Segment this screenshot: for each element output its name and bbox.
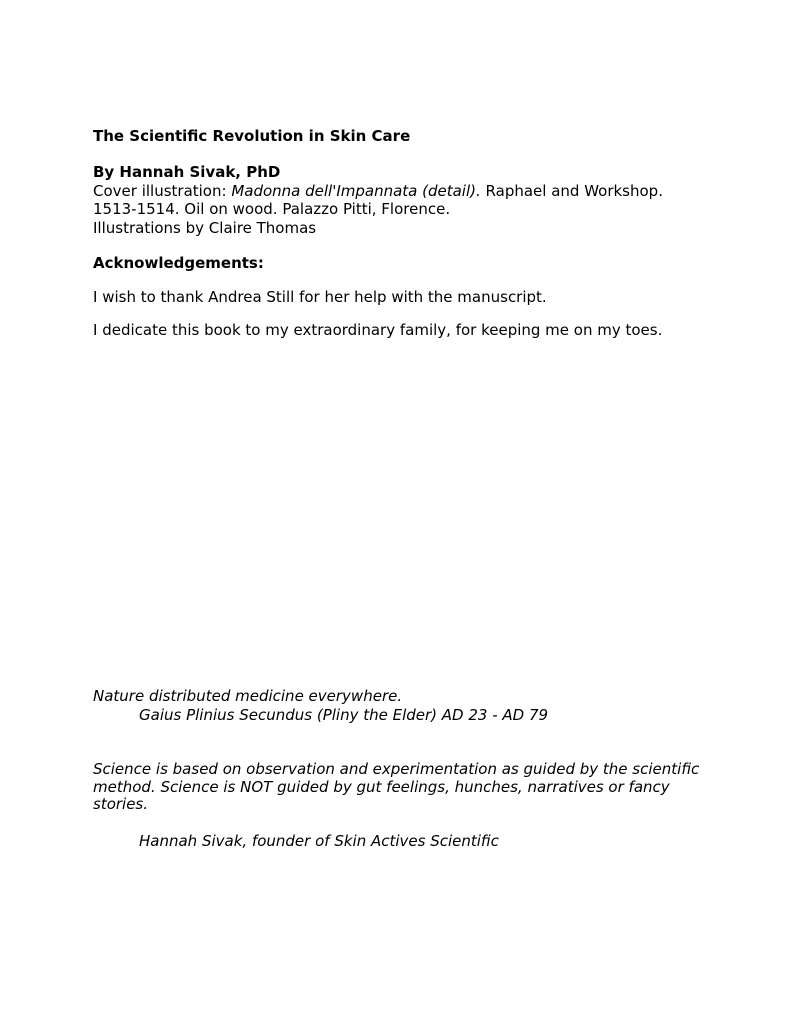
cover-illustration-line [93,182,708,201]
quote-sivak-attribution: Hannah Sivak, founder of Skin Actives Scientific [139,832,499,850]
dedication-text: I dedicate this book to my extraordinary family, for keeping me on my toes. [93,321,663,339]
byline: By Hannah Sivak, PhD [93,163,281,181]
cover-details-line: 1513-1514. Oil on wood. Palazzo Pitti, Florence. [93,200,451,218]
acknowledgements-heading: Acknowledgements: [93,254,264,272]
quote-pliny-block [93,687,708,725]
book-title: The Scientific Revolution in Skin Care [93,127,411,145]
cover-illustration-artist: Raphael and Workshop. [480,181,663,200]
quote-sivak-text: Science is based on observation and experimentation as guided by the scientific method. Science is NOT guided by gut feelings, hunches, narratives or fancy stories. [93,760,700,813]
quote-pliny-text: Nature distributed medicine everywhere. [93,687,403,705]
illustrations-credit: Illustrations by Claire Thomas [93,218,317,237]
front-matter-block [93,163,708,237]
acknowledgement-text: I wish to thank Andrea Still for her help with the manuscript. [93,288,547,306]
cover-illustration-prefix: Cover illustration: [93,181,232,200]
cover-illustration-artwork-title: Madonna dell'Impannata (detail). [231,181,481,200]
quote-pliny-attribution: Gaius Plinius Secundus (Pliny the Elder) AD 23 - AD 79 [139,706,549,724]
